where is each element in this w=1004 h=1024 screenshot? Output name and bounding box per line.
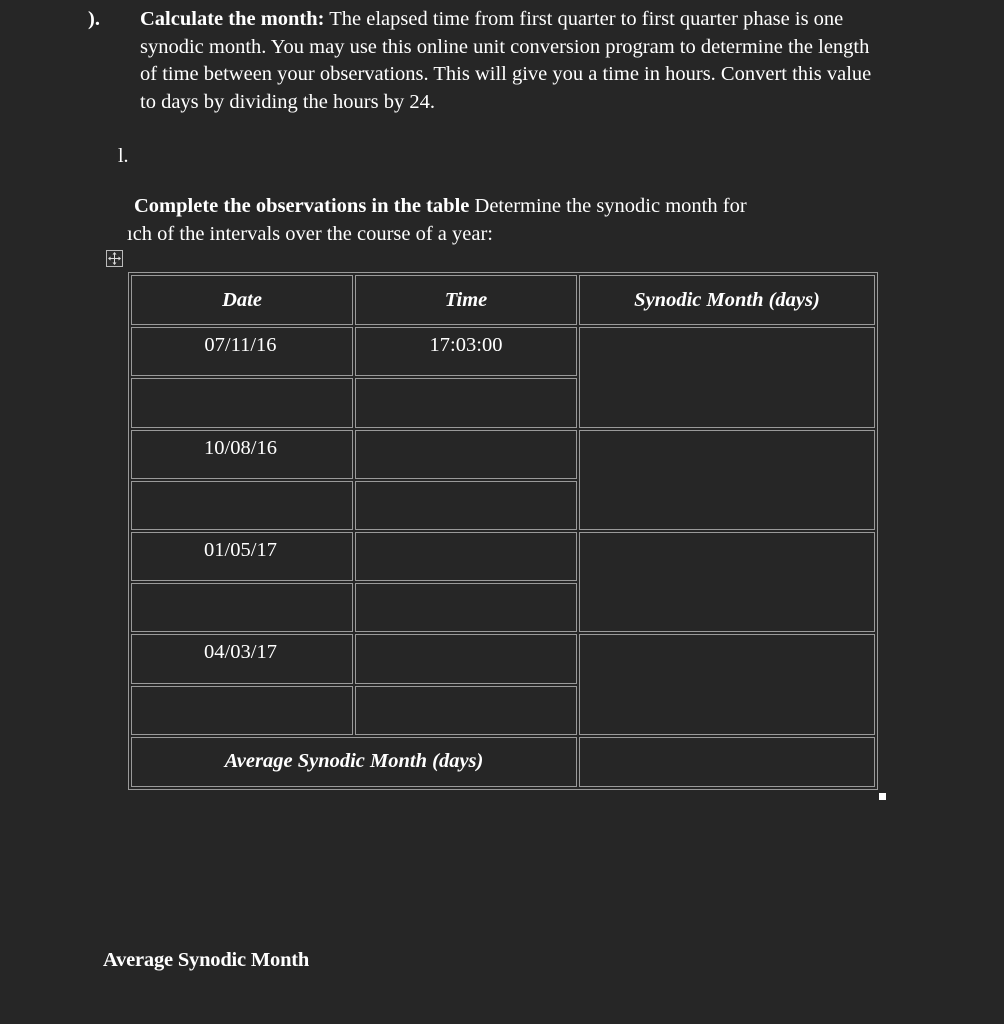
cell-date[interactable]: 01/05/17 [131, 532, 353, 581]
cell-synodic[interactable] [579, 634, 875, 734]
instruction-number: ). [88, 8, 100, 30]
instruction-body: The elapsed time from first quarter to first quarter phase is one synodic month. You may use this online unit conversion program to determine the length of time between your observations. This will give you a time in hours. Convert this value to days by dividing the hours by 24. [140, 8, 872, 113]
header-synodic: Synodic Month (days) [579, 275, 875, 325]
table-row [131, 532, 875, 581]
table-row [131, 430, 875, 479]
cell-date[interactable] [131, 583, 353, 632]
task-text-1: Determine the synodic month for [469, 195, 747, 217]
task-line-2: ıch of the intervals over the course of a year: [127, 222, 493, 245]
instruction-text [88, 6, 874, 116]
table-header-row [131, 275, 875, 325]
cell-time[interactable]: 17:03:00 [355, 327, 577, 376]
header-date: Date [131, 275, 353, 325]
resize-handle-icon[interactable] [879, 793, 886, 800]
list-marker: l. [118, 145, 129, 167]
instruction-bold-lead: Calculate the month: [140, 8, 325, 30]
task-paragraph [127, 193, 887, 248]
cell-synodic[interactable] [579, 430, 875, 530]
cell-date[interactable]: 10/08/16 [131, 430, 353, 479]
average-label: Average Synodic Month (days) [131, 737, 577, 787]
cell-time[interactable] [355, 532, 577, 581]
table-row [131, 327, 875, 376]
move-handle-icon[interactable] [106, 250, 123, 267]
cell-time[interactable] [355, 430, 577, 479]
task-bold-lead: Complete the observations in the table [134, 195, 470, 217]
cell-date[interactable] [131, 481, 353, 530]
cell-time[interactable] [355, 481, 577, 530]
cell-synodic[interactable] [579, 327, 875, 427]
observations-table [128, 272, 878, 790]
cell-time[interactable] [355, 378, 577, 427]
cell-date[interactable] [131, 378, 353, 427]
instruction-paragraph [88, 6, 874, 116]
cell-date[interactable]: 04/03/17 [131, 634, 353, 683]
cell-date[interactable] [131, 686, 353, 735]
table-row [131, 634, 875, 683]
header-time: Time [355, 275, 577, 325]
average-row [131, 737, 875, 787]
cell-time[interactable] [355, 686, 577, 735]
task-line-1 [127, 193, 887, 221]
cell-time[interactable] [355, 583, 577, 632]
cell-synodic[interactable] [579, 532, 875, 632]
cell-date[interactable]: 07/11/16 [131, 327, 353, 376]
average-value-cell[interactable] [579, 737, 875, 787]
cell-time[interactable] [355, 634, 577, 683]
footer-heading: Average Synodic Month [103, 949, 310, 971]
